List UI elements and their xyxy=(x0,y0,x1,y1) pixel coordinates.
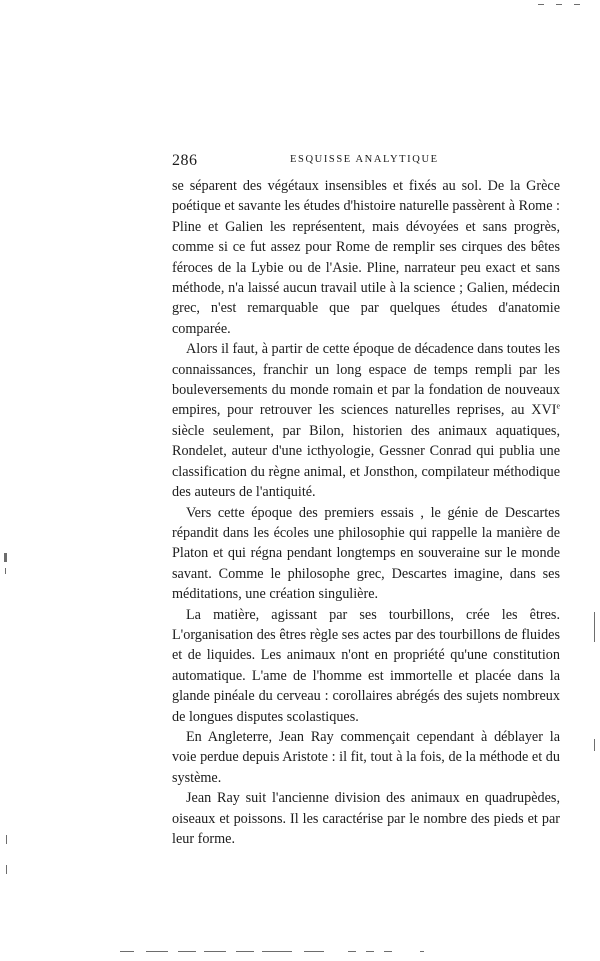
scan-dash xyxy=(348,951,356,952)
scan-dash xyxy=(120,951,134,952)
scan-speck xyxy=(594,739,595,751)
scan-speck xyxy=(594,612,595,642)
scan-dash xyxy=(420,951,424,952)
body-text xyxy=(172,176,560,849)
scan-speck xyxy=(5,568,6,574)
scan-dash xyxy=(236,951,254,952)
page-number: 286 xyxy=(172,152,198,169)
scan-dash xyxy=(556,4,562,5)
running-title: ESQUISSE ANALYTIQUE xyxy=(290,154,439,165)
scan-dash xyxy=(574,4,580,5)
scan-dash xyxy=(538,4,544,5)
paragraph: En Angleterre, Jean Ray commençait cependant à déblayer la voie perdue depuis Aristote : il fit, tout à la fois, de la méthode et du système. xyxy=(172,728,560,786)
scan-dash xyxy=(384,951,392,952)
paragraph: Vers cette époque des premiers essais , le génie de Descartes répandit dans les écoles une philosophie qui rappelle la manière de Platon et qui régna pendant longtemps en souveraine sur le monde savant. Comme le philosophe grec, Descartes imagine, dans ses méditations, une création singulière. xyxy=(172,504,560,603)
paragraph: se séparent des végétaux insensibles et fixés au sol. De la Grèce poétique et savante les études d'histoire naturelle passèrent à Rome : Pline et Galien les représentent, mais dévoyées et sans progrès, comme si ce fut assez pour Rome de remplir ses cirques des bêtes féroces de la Lybie ou de l'Asie. Pline, narrateur peu exact et sans méthode, n'a laissé aucun travail utile à la science ; Galien, médecin grec, n'est remarquable que par quelques études d'anatomie comparée. xyxy=(172,178,560,337)
century-superscript: e xyxy=(556,401,560,411)
scan-speck xyxy=(6,865,7,874)
page-header xyxy=(172,152,560,174)
scan-dash xyxy=(262,951,292,952)
paragraph: La matière, agissant par ses tourbillons, crée les êtres. L'organisation des êtres règle ses actes par des tourbillons de fluides et de liquides. Les animaux n'ont en propriété qu'une constitution automatique. L'ame de l'homme est immortelle et placée dans la glande pinéale du cerveau : corollaires abrégés des sujets nombreux de longues disputes scolastiques. xyxy=(172,606,560,725)
scan-dash xyxy=(146,951,168,952)
scan-speck xyxy=(4,553,7,562)
scan-dash xyxy=(204,951,226,952)
paragraph: Alors il faut, à partir de cette époque de décadence dans toutes les connaissances, franchir un long espace de temps rempli par les bouleversements du monde romain et par la fondation de nouveaux empires, pour retrouver les sciences naturelles reprises, au XVIe siècle seulement, par Bilon, historien des animaux aquatiques, Rondelet, auteur d'une icthyologie, Gessner Conrad qui publia une classification du règne animal, et Jonsthon, compilateur méthodique des auteurs de l'antiquité. xyxy=(172,341,560,501)
scan-dash xyxy=(178,951,196,952)
scan-speck xyxy=(6,835,7,844)
scan-dash xyxy=(366,951,374,952)
scan-dash xyxy=(304,951,324,952)
paragraph: Jean Ray suit l'ancienne division des animaux en quadrupèdes, oiseaux et poissons. Il les caractérise par le nombre des pieds et par leur forme. xyxy=(172,790,560,847)
